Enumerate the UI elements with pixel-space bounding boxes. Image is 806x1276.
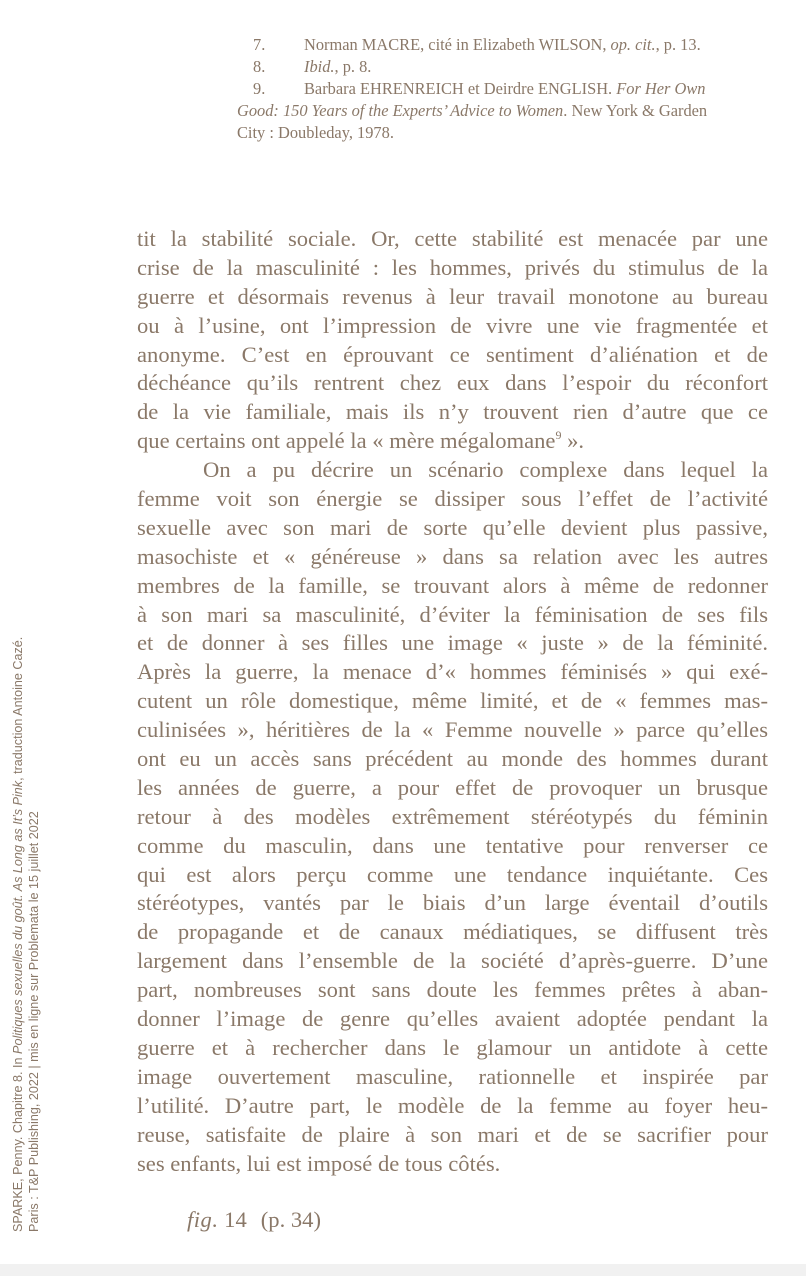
text-line: stéréotypes, vantés par le biais d’un large éventail d’outils bbox=[137, 890, 768, 916]
text-line: masochiste et « généreuse » dans sa relation avec les autres bbox=[137, 543, 768, 569]
footnote-text: Norman MACRE, cité in Elizabeth WILSON, bbox=[304, 35, 611, 54]
text-line: retour à des modèles extrêmement stéréotypés du féminin bbox=[137, 803, 768, 829]
footnote-text: , p. 13. bbox=[655, 35, 701, 54]
text-line: guerre et désormais revenus à leur travail monotone au bureau bbox=[137, 283, 768, 309]
figure-page: (p. 34) bbox=[260, 1207, 321, 1232]
footnote-number: 9. bbox=[253, 79, 266, 98]
text-line: de propagande et de canaux médiatiques, se diffusent très bbox=[137, 919, 768, 945]
text-line: ses enfants, lui est imposé de tous côtés. bbox=[137, 1150, 501, 1176]
text-line-indented: On a pu décrire un scénario complexe dans lequel la bbox=[203, 457, 768, 483]
footnote-number: 7. bbox=[253, 35, 266, 54]
text-line: culinisées », héritières de la « Femme nouvelle » parce qu’elles bbox=[137, 717, 768, 743]
page-bottom-strip bbox=[0, 1264, 806, 1276]
text-line: reuse, satisfaite de plaire à son mari et de se sacrifier pour bbox=[137, 1121, 768, 1147]
citation-title: Politiques sexuelles du goût. As Long as It’s Pink bbox=[11, 780, 25, 1054]
text-line: l’utilité. D’autre part, le modèle de la femme au foyer heu- bbox=[137, 1092, 768, 1118]
text-line: donner l’image de genre qu’elles avaient adoptée pendant la bbox=[137, 1006, 768, 1032]
citation-author: SPARKE, Penny. Chapitre 8. In bbox=[11, 1053, 25, 1232]
footnote-8 bbox=[237, 56, 772, 78]
figure-number: 14 bbox=[224, 1207, 247, 1232]
footnote-text-italic: Good: 150 Years of the Experts’ Advice to Women bbox=[237, 101, 564, 120]
text-line: anonyme. C’est en éprouvant ce sentiment d’aliénation et de bbox=[137, 341, 768, 367]
footnote-text-italic: Ibid. bbox=[304, 57, 335, 76]
text-line: ont eu un accès sans précédent au monde des hommes durant bbox=[137, 746, 768, 772]
footnote-9-continuation-2: City : Doubleday, 1978. bbox=[237, 123, 394, 142]
text-line: crise de la masculinité : les hommes, privés du stimulus de la bbox=[137, 254, 768, 280]
body-text bbox=[137, 225, 768, 1178]
text-line: ou à l’usine, ont l’impression de vivre une vie fragmentée et bbox=[137, 312, 768, 338]
text-line: Après la guerre, la menace d’« hommes féminisés » qui exé- bbox=[137, 659, 768, 685]
text-line: et de donner à ses filles une image « juste » de la féminité. bbox=[137, 630, 768, 656]
footnote-9 bbox=[237, 78, 772, 100]
text-line: comme du masculin, dans une tentative pour renverser ce bbox=[137, 832, 768, 858]
text-line: cutent un rôle domestique, même limité, et de « femmes mas- bbox=[137, 688, 768, 714]
figure-reference[interactable] bbox=[187, 1207, 321, 1233]
footnote-9-continuation bbox=[237, 100, 772, 122]
text-line-content: que certains ont appelé la « mère mégalomane bbox=[137, 428, 556, 454]
text-line: part, nombreuses sont sans doute les femmes prêtes à aban- bbox=[137, 977, 768, 1003]
text-line: déchéance qu’ils rentrent chez eux dans l’espoir du réconfort bbox=[137, 370, 768, 396]
text-line: largement dans l’ensemble de la société d’après-guerre. D’une bbox=[137, 948, 768, 974]
text-line: les années de guerre, a pour effet de provoquer un brusque bbox=[137, 774, 768, 800]
text-line: femme voit son énergie se dissiper sous l’effet de l’activité bbox=[137, 486, 768, 512]
text-line: qui est alors perçu comme une tendance inquiétante. Ces bbox=[137, 861, 768, 887]
text-line bbox=[137, 427, 768, 456]
citation-line-2: Paris : T&P Publishing, 2022 | mis en ligne sur Problemata le 15 juillet 2022 bbox=[26, 811, 41, 1232]
footnote-text-italic: For Her Own bbox=[616, 79, 706, 98]
text-line: de la vie familiale, mais ils n’y trouvent rien d’autre que ce bbox=[137, 399, 768, 425]
footnote-text: Barbara EHRENREICH et Deirdre ENGLISH. bbox=[304, 79, 617, 98]
footnote-7 bbox=[237, 34, 772, 56]
text-line: membres de la famille, se trouvant alors à même de redonner bbox=[137, 572, 768, 598]
text-line: sexuelle avec son mari de sorte qu’elle devient plus passive, bbox=[137, 514, 768, 540]
text-line: image ouvertement masculine, rationnelle et inspirée par bbox=[137, 1063, 768, 1089]
footnote-text-italic: op. cit. bbox=[610, 35, 656, 54]
footnote-text: , p. 8. bbox=[334, 57, 372, 76]
figure-label: fig. bbox=[187, 1207, 219, 1232]
citation-translator: , traduction Antoine Cazé. bbox=[11, 636, 25, 781]
footnotes bbox=[237, 34, 772, 144]
footnote-text: . New York & Garden bbox=[563, 101, 708, 120]
footnote-marker: 9 bbox=[555, 428, 562, 443]
text-line: guerre et à rechercher dans le glamour un antidote à cette bbox=[137, 1034, 768, 1060]
footnote-number: 8. bbox=[253, 57, 266, 76]
quote-close: ». bbox=[561, 428, 585, 454]
text-line: tit la stabilité sociale. Or, cette stabilité est menacée par une bbox=[137, 226, 768, 251]
text-line: à son mari sa masculinité, d’éviter la féminisation de ses fils bbox=[137, 601, 768, 627]
